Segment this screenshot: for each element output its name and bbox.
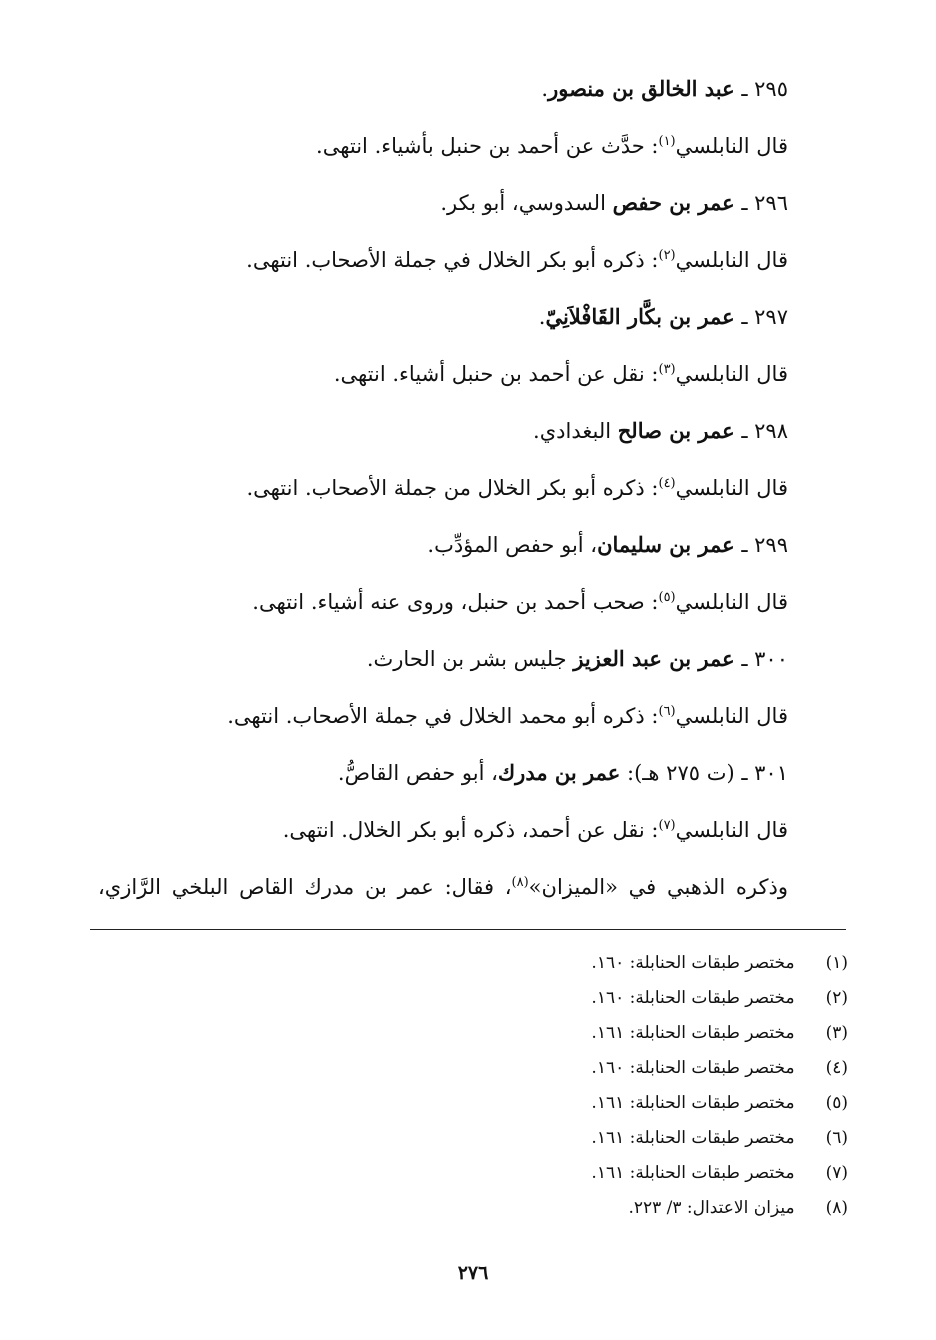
footnote-text: مختصر طبقات الحنابلة: ١٦١. [591,1023,795,1043]
closing-text-end: ، فقال: عمر بن مدرك القاص البلخي الرَّازي، [98,875,512,899]
entry-name: عمر بن عبد العزيز [573,646,735,671]
footnote-marker: (٣) [658,362,676,377]
footnote-marker: (١) [658,134,676,149]
footnote-item [448,1157,848,1192]
quote-source: قال النابلسي [675,362,788,386]
entry-heading [98,66,788,123]
footnote-number: (٣) [825,1023,848,1043]
footnote-marker: (٦) [658,704,676,719]
entry-heading [98,294,788,351]
entry-number: ٣٠١ ـ (ت ٢٧٥ هـ): [627,761,788,785]
footnote-separator [90,929,846,930]
footnote-item [448,1017,848,1052]
quote-source: قال النابلسي [675,134,788,158]
entry-number: ٢٩٧ ـ [741,305,788,329]
closing-text-start: وذكره الذهبي في «الميزان» [528,875,788,899]
entry-heading [98,180,788,237]
footnote-number: (٨) [825,1198,848,1218]
footnote-number: (١) [825,953,848,973]
entry-rest: . [541,77,549,101]
entry-quote [98,351,788,408]
main-text [98,66,788,921]
entry-name: عمر بن مدرك [497,760,621,785]
entry-rest: ، أبو حفص القاصُّ. [337,761,498,785]
entry-number: ٢٩٥ ـ [741,77,788,101]
footnote-text: مختصر طبقات الحنابلة: ١٦١. [591,1093,795,1113]
footnote-number: (٤) [825,1058,848,1078]
entry-name: عبد الخالق بن منصور [548,76,735,101]
footnote-text: ميزان الاعتدال: ٣/ ٢٢٣. [628,1198,795,1218]
quote-source: قال النابلسي [675,248,788,272]
footnote-marker: (٨) [511,875,529,890]
footnote-item [448,982,848,1017]
footnote-marker: (٥) [658,590,676,605]
footnote-item [448,947,848,982]
entry-heading [98,750,788,807]
entry-number: ٢٩٨ ـ [741,419,788,443]
quote-text: : صحب أحمد بن حنبل، وروى عنه أشياء. انتهى. [252,590,659,614]
entry-rest: جليس بشر بن الحارث. [366,647,574,671]
quote-source: قال النابلسي [675,818,788,842]
continuation-line [98,864,788,921]
entry-name: عمر بن بكَّار القَافْلاَنِيّ [545,304,735,329]
entry-heading [98,636,788,693]
footnote-item [448,1052,848,1087]
footnote-text: مختصر طبقات الحنابلة: ١٦٠. [591,953,795,973]
entry-heading [98,408,788,465]
footnote-marker: (٧) [658,818,676,833]
entry-rest: ، أبو حفص المؤدِّب. [427,533,598,557]
entry-name: عمر بن حفص [612,190,735,215]
entry-quote [98,579,788,636]
entry-name: عمر بن سليمان [597,532,735,557]
footnote-item [448,1122,848,1157]
entry-rest: . [538,305,546,329]
entry-rest: السدوسي، أبو بكر. [440,191,613,215]
quote-text: : ذكره أبو بكر الخلال من جملة الأصحاب. انتهى. [246,476,659,500]
footnotes [448,947,848,1227]
entry-quote [98,237,788,294]
footnote-marker: (٢) [658,248,676,263]
entry-heading [98,522,788,579]
quote-source: قال النابلسي [675,590,788,614]
footnote-number: (٥) [825,1093,848,1113]
entry-quote [98,123,788,180]
footnote-text: مختصر طبقات الحنابلة: ١٦٠. [591,988,795,1008]
quote-text: : حدَّث عن أحمد بن حنبل بأشياء. انتهى. [316,134,659,158]
quote-source: قال النابلسي [675,476,788,500]
quote-text: : نقل عن أحمد بن حنبل أشياء. انتهى. [333,362,659,386]
page-number: ٢٧٦ [457,1262,489,1284]
quote-source: قال النابلسي [675,704,788,728]
footnote-text: مختصر طبقات الحنابلة: ١٦٠. [591,1058,795,1078]
entry-quote [98,807,788,864]
footnote-number: (٢) [825,988,848,1008]
quote-text: : نقل عن أحمد، ذكره أبو بكر الخلال. انتهى. [282,818,659,842]
footnote-marker: (٤) [658,476,676,491]
entry-quote [98,693,788,750]
footnote-number: (٦) [825,1128,848,1148]
quote-text: : ذكره أبو محمد الخلال في جملة الأصحاب. انتهى. [227,704,659,728]
quote-text: : ذكره أبو بكر الخلال في جملة الأصحاب. انتهى. [246,248,659,272]
footnote-item [448,1087,848,1122]
entry-rest: البغدادي. [533,419,618,443]
footnote-text: مختصر طبقات الحنابلة: ١٦١. [591,1163,795,1183]
entry-number: ٣٠٠ ـ [741,647,788,671]
entry-number: ٢٩٦ ـ [741,191,788,215]
entry-quote [98,465,788,522]
entry-name: عمر بن صالح [617,418,735,443]
footnote-item [448,1192,848,1227]
footnote-text: مختصر طبقات الحنابلة: ١٦١. [591,1128,795,1148]
footnote-number: (٧) [825,1163,848,1183]
entry-number: ٢٩٩ ـ [741,533,788,557]
